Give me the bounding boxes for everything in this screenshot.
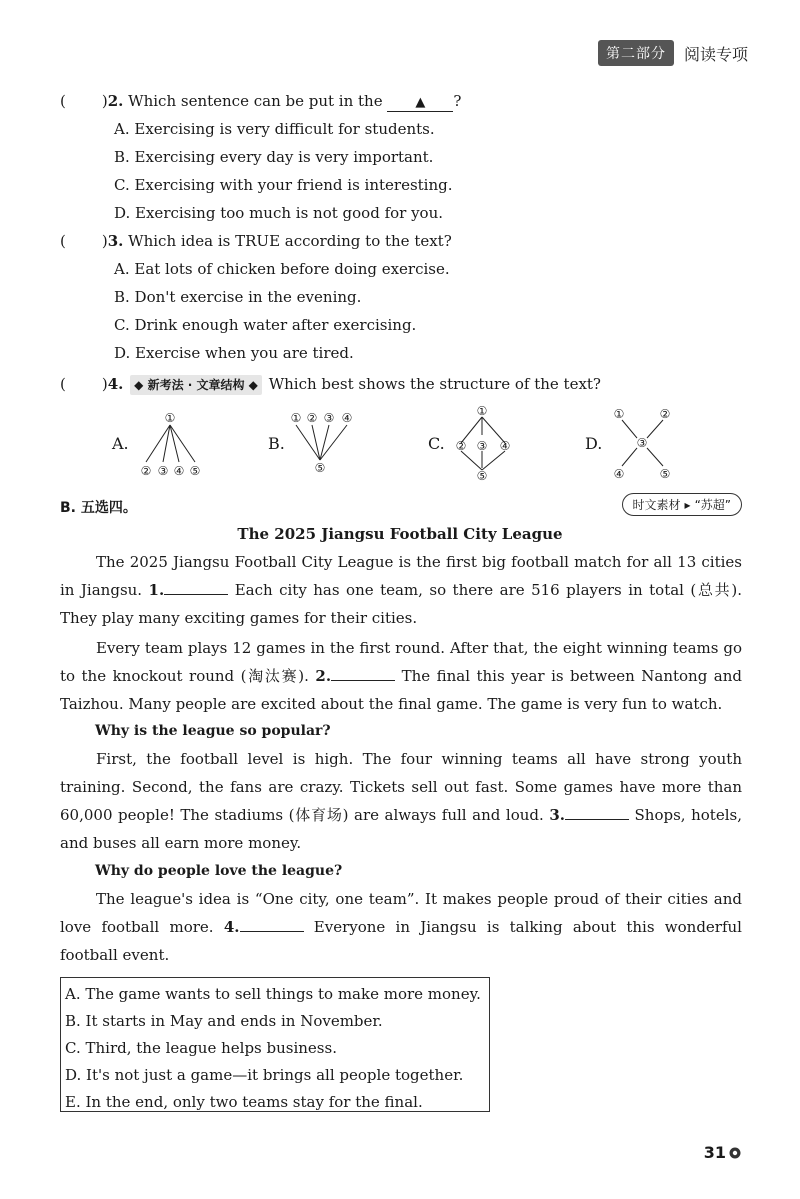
answer-paren-close: ) [101,375,108,393]
tag-text: 新考法 · 文章结构 [147,378,245,392]
option-3c: C. Drink enough water after exercising. [114,316,417,334]
node: ② [455,439,467,453]
option-3a: A. Eat lots of chicken before doing exercise. [114,260,450,278]
article-paragraph-1: The 2025 Jiangsu Football City League is the first big football match for all 13 cities in Jiangsu. 1. Each city has one team, so there are 516 players in total (总共). They play many exciting games for their cities. [60,553,742,627]
option-3d: D. Exercise when you are tired. [114,344,354,362]
question-mark: ? [453,92,462,110]
node: ① [476,404,488,418]
material-tag [622,493,742,516]
new-question-tag: ◆ 新考法 · 文章结构 ◆ [130,375,262,395]
node: ⑤ [314,461,326,475]
tag-right: “苏超” [694,498,731,512]
blank-1[interactable] [164,581,228,595]
diagram-a-label: A. [112,434,129,453]
node: ② [659,407,671,421]
gear-icon [728,1146,742,1160]
question-4 [60,374,601,395]
choice-d: D. It's not just a game—it brings all people together. [65,1066,464,1084]
subheading-1: Why is the league so popular? [95,723,331,739]
question-stem: Which idea is TRUE according to the text? [128,232,452,250]
section-title: 阅读专项 [683,44,748,64]
article-paragraph-4: The league's idea is “One city, one team”. It makes people proud of their cities and love football more. 4. Everyone in Jiangsu is talking about this wonderful football event. [60,890,742,964]
node: ④ [499,439,511,453]
article-title: The 2025 Jiangsu Football City League [237,525,563,543]
option-2c: C. Exercising with your friend is interesting. [114,176,453,194]
subheading-2: Why do people love the league? [95,863,343,879]
node: ② [140,464,152,478]
node: ① [613,407,625,421]
blank-2[interactable] [331,667,395,681]
option-2a: A. Exercising is very difficult for students. [114,120,435,138]
answer-paren-open[interactable]: ( [60,375,66,393]
answer-paren-close: ) [101,92,108,110]
question-stem: Which sentence can be put in the [128,92,383,110]
choice-b: B. It starts in May and ends in November. [65,1012,383,1030]
node: ① [164,411,176,425]
node: ⑤ [476,469,488,483]
answer-paren-open[interactable]: ( [60,232,66,250]
node: ④ [341,411,353,425]
section-b-heading: B. 五选四。 [60,500,137,516]
node: ① [290,411,302,425]
diagram-b-label: B. [268,434,285,453]
node: ⑤ [189,464,201,478]
node: ⑤ [659,467,671,481]
article-paragraph-3: First, the football level is high. The four winning teams all have strong youth training. Second, the fans are crazy. Tickets sell out fast. Some games have more than 60,000 people! The stadiums (体育场) are always full and loud. 3. Shops, hotels, and buses all earn more money. [60,750,742,852]
node: ④ [173,464,185,478]
blank-4[interactable] [240,918,304,932]
node: ④ [613,467,625,481]
option-2d: D. Exercising too much is not good for you. [114,204,444,222]
choices-box [60,977,490,1112]
blank-3[interactable] [565,806,629,820]
node: ③ [476,439,488,453]
question-3 [60,231,452,251]
page-number-text: 31 [703,1143,726,1162]
diagram-c-label: C. [428,434,445,453]
diagram-d-label: D. [585,434,603,453]
node: ③ [323,411,335,425]
answer-paren-open[interactable]: ( [60,92,66,110]
article-paragraph-2: Every team plays 12 games in the first round. After that, the eight winning teams go to the knockout round (淘汰赛). 2. The final this year is between Nantong and Taizhou. Many people are excited about the final game. The game is very fun to watch. [60,639,742,713]
blank-triangle: ▲ [387,95,453,112]
choice-e: E. In the end, only two teams stay for the final. [65,1093,423,1111]
answer-paren-close: ) [101,232,108,250]
option-3b: B. Don't exercise in the evening. [114,288,362,306]
node: ③ [636,436,648,450]
page-number [704,1143,742,1162]
node: ② [306,411,318,425]
structure-diagrams [0,400,800,490]
node: ③ [157,464,169,478]
page-header [598,40,748,66]
choice-c: C. Third, the league helps business. [65,1039,337,1057]
part-badge: 第二部分 [598,40,674,66]
tag-left: 时文素材 [632,498,681,512]
question-number: 4. [107,375,124,393]
question-2 [60,91,461,112]
question-number: 2. [107,92,124,110]
question-number: 3. [107,232,124,250]
question-stem: Which best shows the structure of the text? [268,375,601,393]
choice-a: A. The game wants to sell things to make more money. [65,985,481,1003]
arrow-icon: ▸ [684,497,691,512]
option-2b: B. Exercising every day is very important. [114,148,434,166]
